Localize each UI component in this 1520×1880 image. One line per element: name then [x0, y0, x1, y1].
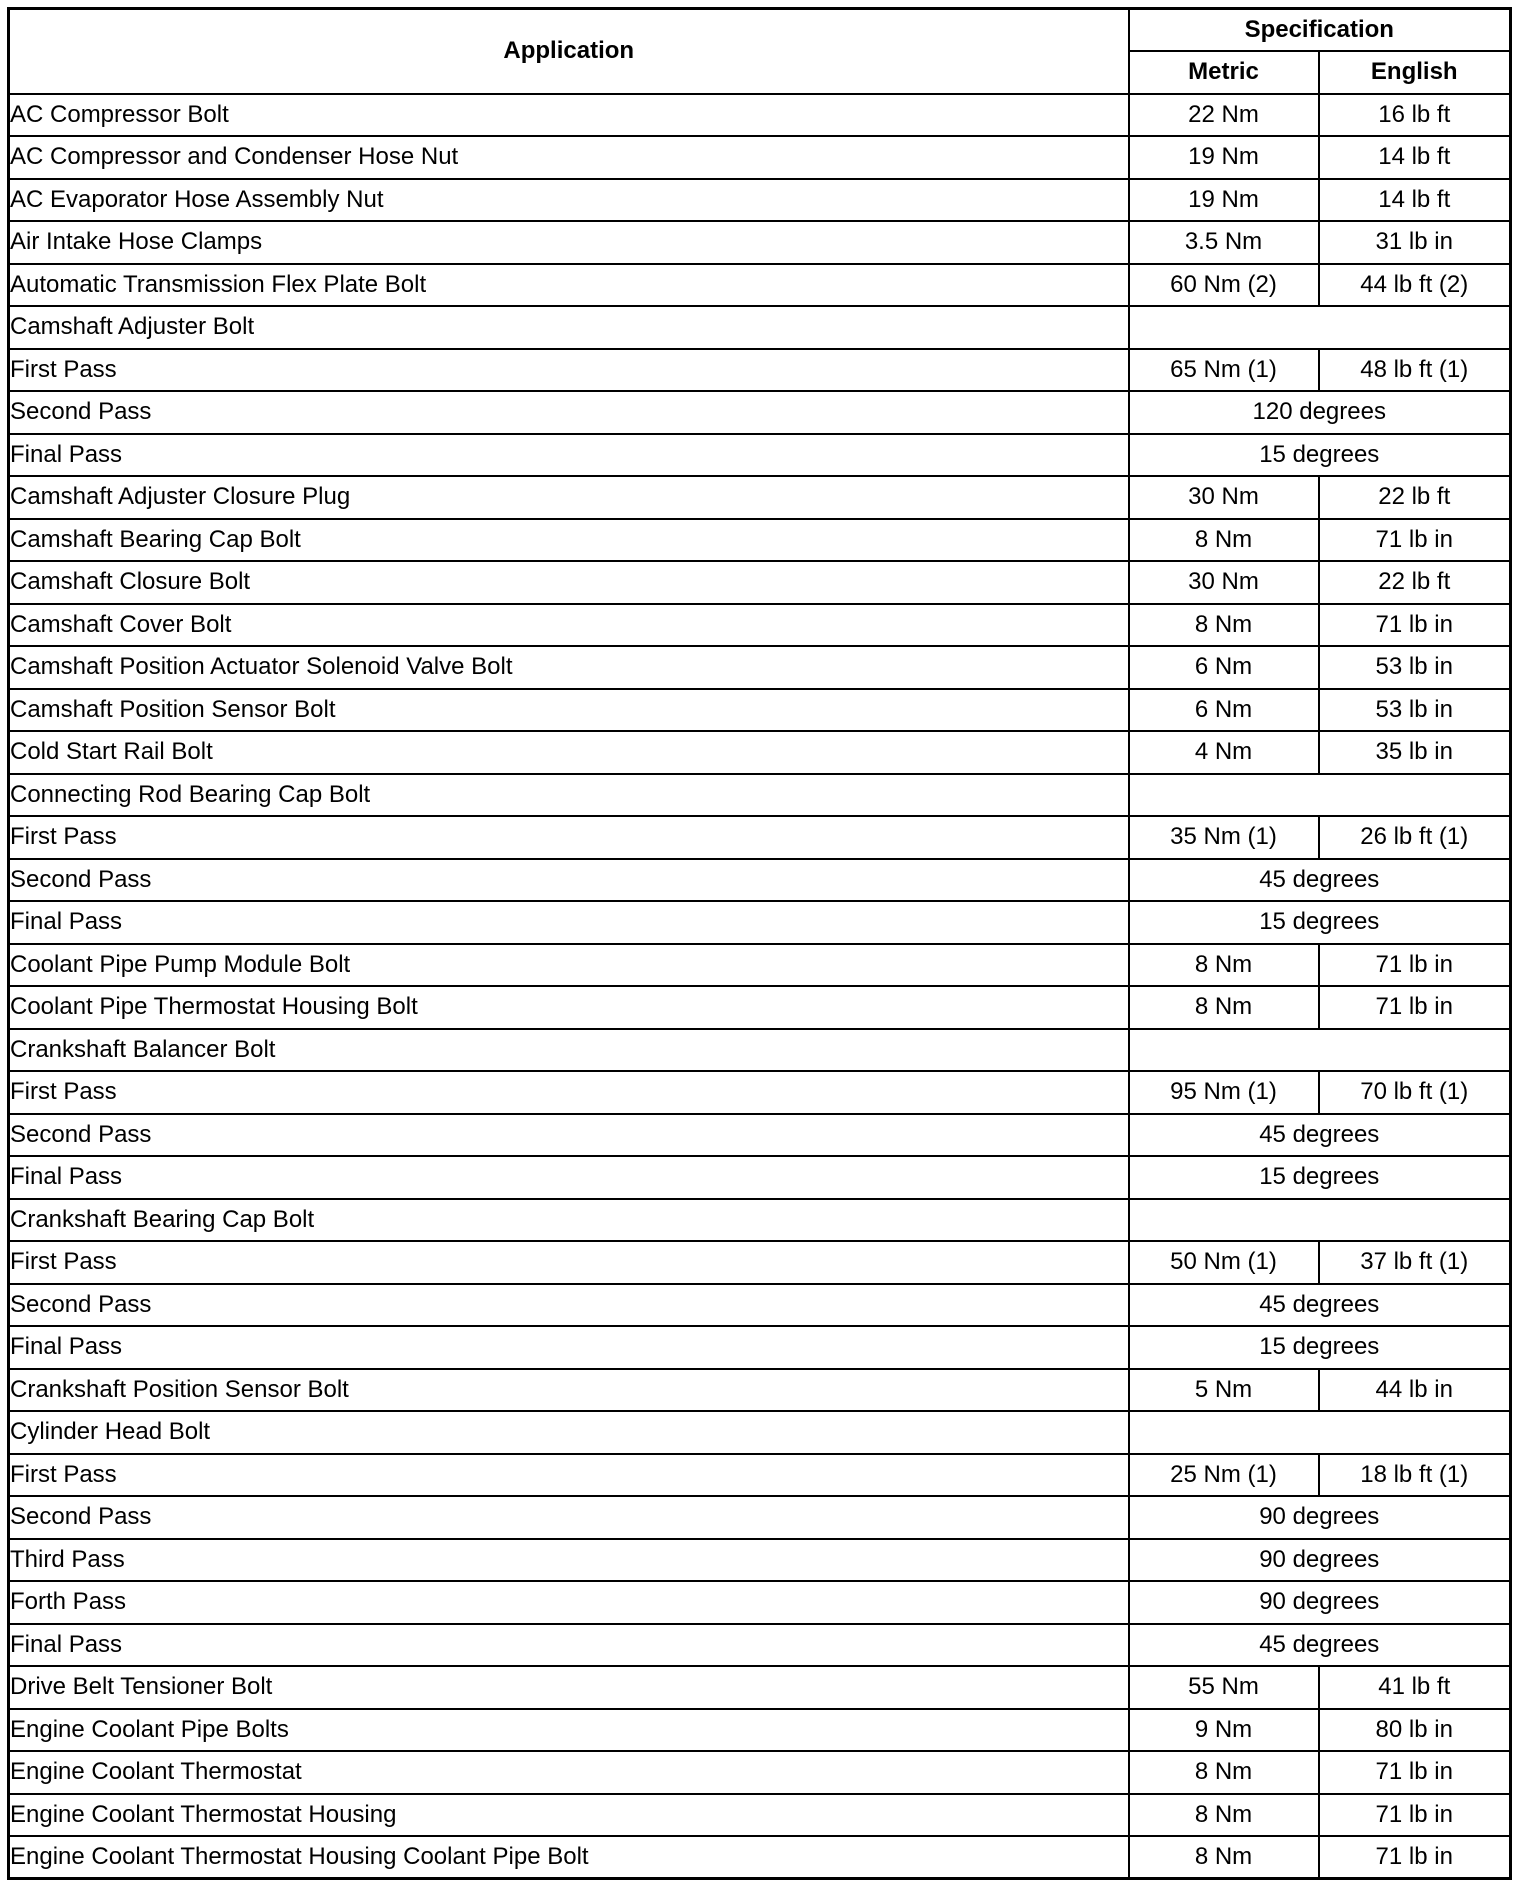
spec-blank-cell — [1129, 306, 1511, 349]
metric-cell: 30 Nm — [1129, 561, 1319, 604]
table-row — [9, 1284, 1511, 1327]
application-cell: Camshaft Adjuster Closure Plug — [9, 476, 1129, 519]
metric-cell: 60 Nm (2) — [1129, 264, 1319, 307]
application-cell: Automatic Transmission Flex Plate Bolt — [9, 264, 1129, 307]
table-row — [9, 349, 1511, 392]
english-cell: 71 lb in — [1319, 1836, 1511, 1879]
table-row — [9, 519, 1511, 562]
application-cell: Second Pass — [9, 1284, 1129, 1327]
application-cell: Air Intake Hose Clamps — [9, 221, 1129, 264]
english-cell: 80 lb in — [1319, 1709, 1511, 1752]
english-cell: 71 lb in — [1319, 944, 1511, 987]
table-row — [9, 264, 1511, 307]
application-cell: Crankshaft Position Sensor Bolt — [9, 1369, 1129, 1412]
metric-cell: 3.5 Nm — [1129, 221, 1319, 264]
table-row — [9, 1454, 1511, 1497]
table-row — [9, 1199, 1511, 1242]
table-row — [9, 1624, 1511, 1667]
application-cell: Camshaft Closure Bolt — [9, 561, 1129, 604]
english-cell: 71 lb in — [1319, 604, 1511, 647]
table-row — [9, 94, 1511, 137]
english-cell: 48 lb ft (1) — [1319, 349, 1511, 392]
metric-cell: 6 Nm — [1129, 646, 1319, 689]
metric-header: Metric — [1129, 51, 1319, 94]
application-cell: Camshaft Cover Bolt — [9, 604, 1129, 647]
spec-degrees-cell: 15 degrees — [1129, 1156, 1511, 1199]
application-cell: AC Compressor Bolt — [9, 94, 1129, 137]
table-row — [9, 1709, 1511, 1752]
application-cell: Crankshaft Balancer Bolt — [9, 1029, 1129, 1072]
spec-degrees-cell: 15 degrees — [1129, 1326, 1511, 1369]
table-row — [9, 1794, 1511, 1837]
metric-cell: 8 Nm — [1129, 944, 1319, 987]
english-cell: 14 lb ft — [1319, 179, 1511, 222]
metric-cell: 19 Nm — [1129, 136, 1319, 179]
metric-cell: 22 Nm — [1129, 94, 1319, 137]
application-cell: Final Pass — [9, 1326, 1129, 1369]
application-cell: Second Pass — [9, 1496, 1129, 1539]
header-row-1 — [9, 9, 1511, 52]
metric-cell: 8 Nm — [1129, 986, 1319, 1029]
english-cell: 71 lb in — [1319, 986, 1511, 1029]
spec-degrees-cell: 45 degrees — [1129, 1284, 1511, 1327]
spec-blank-cell — [1129, 1411, 1511, 1454]
english-cell: 22 lb ft — [1319, 561, 1511, 604]
metric-cell: 9 Nm — [1129, 1709, 1319, 1752]
table-row — [9, 1836, 1511, 1879]
table-row — [9, 774, 1511, 817]
application-cell: AC Compressor and Condenser Hose Nut — [9, 136, 1129, 179]
application-cell: First Pass — [9, 1241, 1129, 1284]
application-cell: Engine Coolant Thermostat Housing Coolant Pipe Bolt — [9, 1836, 1129, 1879]
table-row — [9, 221, 1511, 264]
table-row — [9, 476, 1511, 519]
spec-degrees-cell: 45 degrees — [1129, 859, 1511, 902]
table-row — [9, 136, 1511, 179]
table-row — [9, 816, 1511, 859]
english-cell: 71 lb in — [1319, 1751, 1511, 1794]
english-cell: 41 lb ft — [1319, 1666, 1511, 1709]
table-row — [9, 179, 1511, 222]
english-cell: 44 lb ft (2) — [1319, 264, 1511, 307]
application-cell: Camshaft Bearing Cap Bolt — [9, 519, 1129, 562]
application-cell: Forth Pass — [9, 1581, 1129, 1624]
english-cell: 71 lb in — [1319, 1794, 1511, 1837]
metric-cell: 65 Nm (1) — [1129, 349, 1319, 392]
application-cell: Final Pass — [9, 901, 1129, 944]
application-cell: Crankshaft Bearing Cap Bolt — [9, 1199, 1129, 1242]
application-cell: Engine Coolant Thermostat — [9, 1751, 1129, 1794]
english-cell: 53 lb in — [1319, 689, 1511, 732]
table-row — [9, 1539, 1511, 1582]
table-row — [9, 391, 1511, 434]
application-cell: First Pass — [9, 1071, 1129, 1114]
table-row — [9, 1369, 1511, 1412]
application-cell: Cold Start Rail Bolt — [9, 731, 1129, 774]
english-cell: 14 lb ft — [1319, 136, 1511, 179]
table-row — [9, 689, 1511, 732]
english-header: English — [1319, 51, 1511, 94]
metric-cell: 8 Nm — [1129, 1751, 1319, 1794]
table-row — [9, 604, 1511, 647]
application-cell: Final Pass — [9, 1156, 1129, 1199]
application-cell: Final Pass — [9, 434, 1129, 477]
english-cell: 22 lb ft — [1319, 476, 1511, 519]
metric-cell: 30 Nm — [1129, 476, 1319, 519]
table-row — [9, 1751, 1511, 1794]
english-cell: 31 lb in — [1319, 221, 1511, 264]
spec-degrees-cell: 45 degrees — [1129, 1624, 1511, 1667]
torque-spec-table — [7, 7, 1512, 1880]
application-cell: Engine Coolant Pipe Bolts — [9, 1709, 1129, 1752]
application-cell: Camshaft Position Actuator Solenoid Valve Bolt — [9, 646, 1129, 689]
spec-degrees-cell: 15 degrees — [1129, 434, 1511, 477]
application-cell: AC Evaporator Hose Assembly Nut — [9, 179, 1129, 222]
english-cell: 71 lb in — [1319, 519, 1511, 562]
application-cell: Camshaft Adjuster Bolt — [9, 306, 1129, 349]
metric-cell: 35 Nm (1) — [1129, 816, 1319, 859]
metric-cell: 25 Nm (1) — [1129, 1454, 1319, 1497]
application-cell: Engine Coolant Thermostat Housing — [9, 1794, 1129, 1837]
metric-cell: 8 Nm — [1129, 519, 1319, 562]
application-cell: Third Pass — [9, 1539, 1129, 1582]
table-row — [9, 646, 1511, 689]
english-cell: 44 lb in — [1319, 1369, 1511, 1412]
table-row — [9, 434, 1511, 477]
table-row — [9, 1241, 1511, 1284]
spec-degrees-cell: 45 degrees — [1129, 1114, 1511, 1157]
table-row — [9, 859, 1511, 902]
table-row — [9, 986, 1511, 1029]
metric-cell: 8 Nm — [1129, 604, 1319, 647]
application-cell: Coolant Pipe Pump Module Bolt — [9, 944, 1129, 987]
metric-cell: 50 Nm (1) — [1129, 1241, 1319, 1284]
specification-header: Specification — [1129, 9, 1511, 52]
table-row — [9, 1496, 1511, 1539]
english-cell: 16 lb ft — [1319, 94, 1511, 137]
application-cell: Final Pass — [9, 1624, 1129, 1667]
application-cell: Coolant Pipe Thermostat Housing Bolt — [9, 986, 1129, 1029]
table-row — [9, 731, 1511, 774]
application-header: Application — [9, 9, 1129, 94]
english-cell: 26 lb ft (1) — [1319, 816, 1511, 859]
table-header — [9, 9, 1511, 94]
english-cell: 37 lb ft (1) — [1319, 1241, 1511, 1284]
application-cell: Second Pass — [9, 391, 1129, 434]
spec-degrees-cell: 90 degrees — [1129, 1539, 1511, 1582]
table-row — [9, 1114, 1511, 1157]
metric-cell: 19 Nm — [1129, 179, 1319, 222]
application-cell: First Pass — [9, 816, 1129, 859]
english-cell: 35 lb in — [1319, 731, 1511, 774]
table-row — [9, 1411, 1511, 1454]
metric-cell: 95 Nm (1) — [1129, 1071, 1319, 1114]
application-cell: Cylinder Head Bolt — [9, 1411, 1129, 1454]
table-row — [9, 901, 1511, 944]
spec-blank-cell — [1129, 1029, 1511, 1072]
metric-cell: 8 Nm — [1129, 1836, 1319, 1879]
metric-cell: 8 Nm — [1129, 1794, 1319, 1837]
table-row — [9, 1029, 1511, 1072]
spec-degrees-cell: 90 degrees — [1129, 1496, 1511, 1539]
metric-cell: 4 Nm — [1129, 731, 1319, 774]
table-body — [9, 94, 1511, 1879]
table-row — [9, 944, 1511, 987]
application-cell: First Pass — [9, 349, 1129, 392]
table-row — [9, 1326, 1511, 1369]
application-cell: Second Pass — [9, 859, 1129, 902]
table-row — [9, 306, 1511, 349]
application-cell: Connecting Rod Bearing Cap Bolt — [9, 774, 1129, 817]
spec-degrees-cell: 90 degrees — [1129, 1581, 1511, 1624]
table-row — [9, 1666, 1511, 1709]
table-row — [9, 561, 1511, 604]
table-row — [9, 1071, 1511, 1114]
english-cell: 18 lb ft (1) — [1319, 1454, 1511, 1497]
spec-blank-cell — [1129, 774, 1511, 817]
metric-cell: 55 Nm — [1129, 1666, 1319, 1709]
spec-degrees-cell: 120 degrees — [1129, 391, 1511, 434]
spec-degrees-cell: 15 degrees — [1129, 901, 1511, 944]
application-cell: Second Pass — [9, 1114, 1129, 1157]
english-cell: 70 lb ft (1) — [1319, 1071, 1511, 1114]
application-cell: First Pass — [9, 1454, 1129, 1497]
table-row — [9, 1581, 1511, 1624]
metric-cell: 6 Nm — [1129, 689, 1319, 732]
application-cell: Drive Belt Tensioner Bolt — [9, 1666, 1129, 1709]
spec-blank-cell — [1129, 1199, 1511, 1242]
application-cell: Camshaft Position Sensor Bolt — [9, 689, 1129, 732]
metric-cell: 5 Nm — [1129, 1369, 1319, 1412]
english-cell: 53 lb in — [1319, 646, 1511, 689]
table-row — [9, 1156, 1511, 1199]
